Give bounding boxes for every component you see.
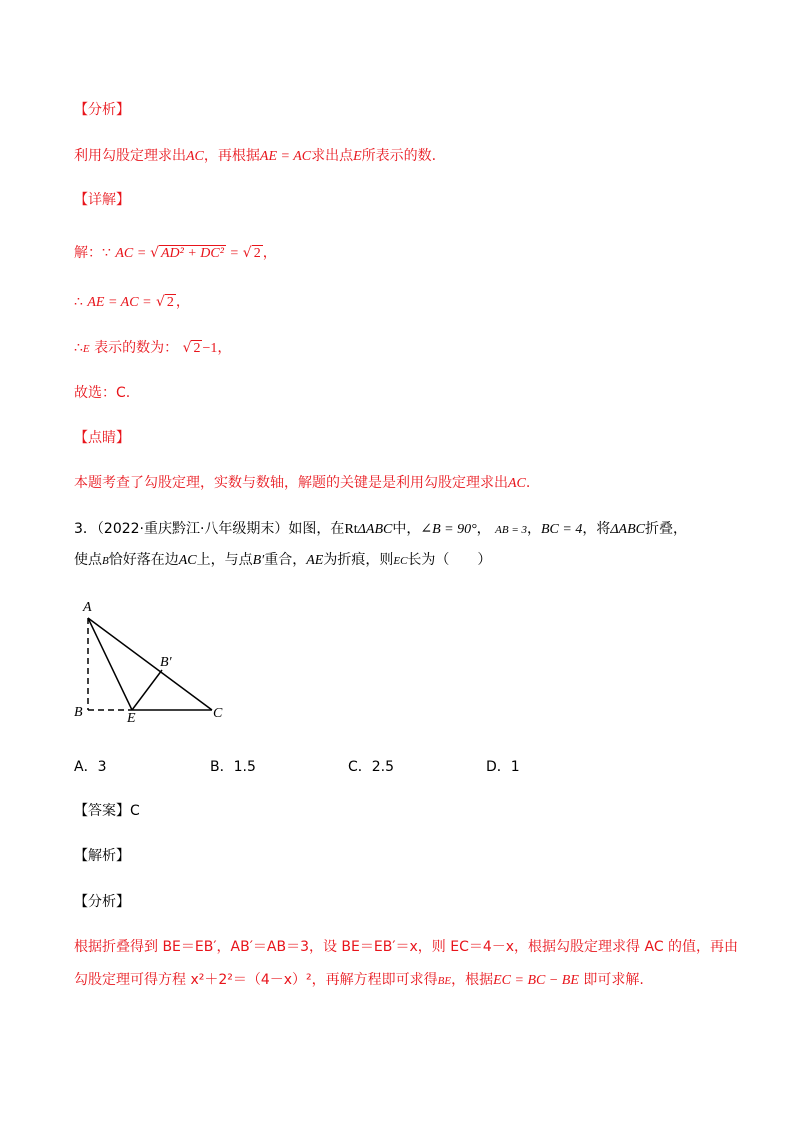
segment-ae: [88, 618, 132, 710]
option-a[interactable]: A．3: [74, 759, 107, 775]
sqrt-icon: √: [182, 340, 192, 356]
analysis-2-line-2: [74, 970, 644, 991]
radicand-2: 2: [253, 246, 261, 261]
math-ac: AC: [186, 149, 204, 164]
solution-line-2: [74, 292, 190, 313]
because-symbol: ∵: [102, 246, 111, 261]
math-ae: AE: [306, 553, 324, 568]
radicand-2: 2: [193, 341, 201, 356]
analysis-part: 所表示的数.: [361, 148, 437, 164]
math-angle-b: ∠B = 90°: [420, 522, 477, 537]
triangle-figure: [70, 598, 240, 723]
option-c[interactable]: C．2.5: [348, 759, 395, 775]
math-e: E: [353, 149, 362, 164]
math-ac: AC: [508, 476, 526, 491]
math-e: E: [82, 343, 90, 355]
math-ae-eq-ac: AE = AC: [259, 149, 312, 164]
solution-tail: −1，: [202, 341, 232, 356]
choice-statement: 故选：C.: [74, 385, 131, 401]
solution-line-1: [74, 243, 277, 264]
math-triangle: ΔABC: [610, 522, 646, 537]
therefore-symbol: ∴: [74, 295, 83, 310]
math-b: B: [102, 555, 109, 567]
analysis-2-line-1: 根据折叠得到 BE＝EB′，AB′＝AB＝3，设 BE＝EB′＝x，则 EC＝4－x，根据勾股定理求得 AC 的值，再由: [74, 939, 739, 955]
label-e: E: [127, 711, 136, 723]
analysis-heading: 【分析】: [74, 102, 130, 118]
label-b: B: [74, 705, 83, 720]
punctuation: ，: [262, 245, 277, 261]
insight-part: .: [525, 475, 531, 491]
question-stem: 中，: [392, 521, 421, 537]
analysis-part: ，再根据: [203, 148, 260, 164]
equals-sign: =: [137, 246, 146, 261]
analysis-part: 利用勾股定理求出: [74, 148, 186, 164]
punctuation: ，: [527, 521, 541, 537]
analysis-text: [74, 146, 436, 167]
segment-eb-prime: [132, 670, 162, 710]
math-ec: EC: [393, 555, 408, 567]
punctuation: ，: [175, 294, 190, 310]
option-d[interactable]: D．1: [486, 759, 520, 775]
punctuation: ，: [476, 521, 491, 537]
explanation-heading: 【解析】: [74, 848, 130, 864]
radicand-ad-dc: AD² + DC²: [161, 246, 224, 261]
analysis-part: 勾股定理可得方程 x²＋2²＝（4－x）²，再解方程即可求得: [74, 972, 438, 988]
radicand-2: 2: [166, 295, 174, 310]
math-ab: AB = 3: [495, 524, 527, 536]
question-stem: 长为（ ）: [407, 552, 492, 568]
insight-part: 本题考查了勾股定理，实数与数轴，解题的关键是是利用勾股定理求出: [74, 475, 508, 491]
analysis-part: 即可求解.: [583, 972, 644, 988]
question-stem: 使点: [74, 552, 102, 568]
math-b-prime: B′: [252, 553, 265, 568]
math-bc: BC = 4: [541, 522, 583, 537]
question-3-line-2: [74, 550, 491, 571]
question-stem: 3．（2022·重庆黔江·八年级期末）如图，在: [74, 521, 345, 537]
question-stem: ，将: [582, 521, 611, 537]
solution-line-3: [74, 338, 231, 359]
insight-text: [74, 473, 530, 494]
analysis-part: ，根据: [451, 972, 494, 988]
question-stem: 重合，: [264, 552, 307, 568]
question-stem: 折叠，: [645, 521, 688, 537]
solution-label: 解：: [74, 245, 102, 261]
detail-heading: 【详解】: [74, 192, 130, 208]
math-ae-ac: AE = AC =: [87, 295, 152, 310]
question-3-line-1: [74, 519, 687, 540]
math-rt: Rt: [344, 522, 358, 537]
math-triangle: ΔABC: [357, 522, 393, 537]
math-ec-eq: EC = BC − BE: [493, 973, 579, 988]
solution-text: 表示的数为：: [94, 340, 179, 356]
label-b-prime: B′: [160, 655, 172, 670]
sqrt-icon: √: [155, 294, 165, 310]
sqrt-icon: √: [242, 245, 252, 261]
math-be: BE: [437, 975, 452, 987]
question-stem: 上，与点: [196, 552, 253, 568]
insight-heading: 【点睛】: [74, 430, 130, 446]
label-c: C: [213, 706, 223, 721]
math-ac: AC: [178, 553, 197, 568]
answer-line: 【答案】C: [74, 803, 140, 819]
therefore-symbol: ∴: [74, 341, 83, 356]
math-ac: AC: [115, 246, 134, 261]
analysis-part: 求出点: [311, 148, 354, 164]
sqrt-icon: √: [150, 245, 159, 261]
option-b[interactable]: B．1.5: [210, 759, 256, 775]
question-stem: 恰好落在边: [108, 552, 179, 568]
equals-sign: =: [230, 246, 239, 261]
label-a: A: [83, 600, 92, 615]
question-stem: 为折痕，则: [323, 552, 394, 568]
segment-ac: [88, 618, 212, 710]
analysis-heading-2: 【分析】: [74, 894, 130, 910]
